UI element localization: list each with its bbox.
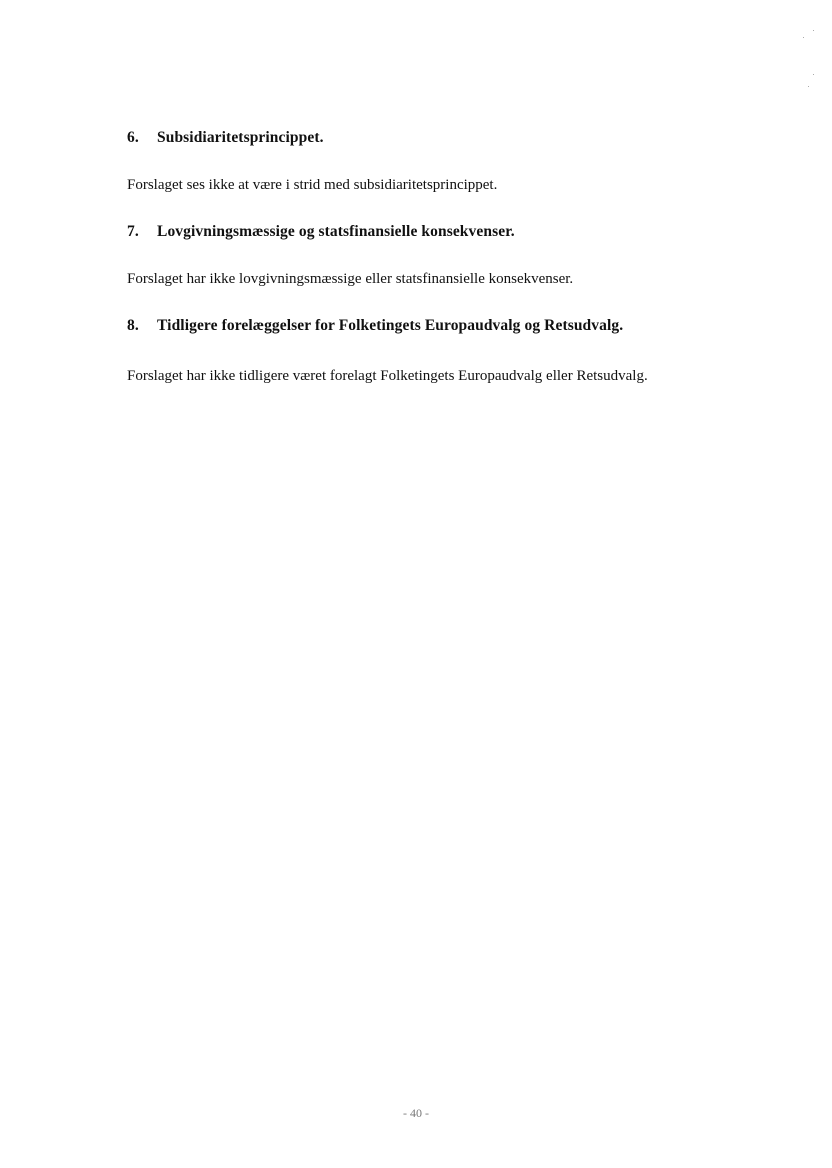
section-7-body [127, 269, 767, 289]
page-number: - 40 - [403, 1106, 429, 1120]
scan-speck [808, 86, 809, 87]
section-title: Tidligere forelæggelser for Folketingets Europaudvalg og Retsudvalg. [157, 317, 624, 334]
section-8-body [127, 366, 767, 386]
section-6-body [127, 175, 767, 195]
section-number: 6. [127, 129, 139, 146]
scan-speck [803, 37, 804, 38]
section-title: Lovgivningsmæssige og statsfinansielle konsekvenser. [157, 223, 515, 240]
section-number: 8. [127, 317, 139, 334]
section-6-heading [127, 128, 767, 148]
section-body-text: Forslaget ses ikke at være i strid med subsidiaritetsprincippet. [127, 177, 498, 193]
section-7-heading [127, 222, 767, 242]
section-title: Subsidiaritetsprincippet. [157, 129, 324, 146]
section-body-text: Forslaget har ikke lovgivningsmæssige eller statsfinansielle konsekvenser. [127, 271, 574, 287]
section-number: 7. [127, 223, 139, 240]
scan-speck [813, 30, 814, 31]
section-8-heading [127, 316, 767, 336]
scan-speck [813, 74, 814, 75]
section-body-text: Forslaget har ikke tidligere været forelagt Folketingets Europaudvalg eller Retsudvalg. [127, 368, 648, 384]
